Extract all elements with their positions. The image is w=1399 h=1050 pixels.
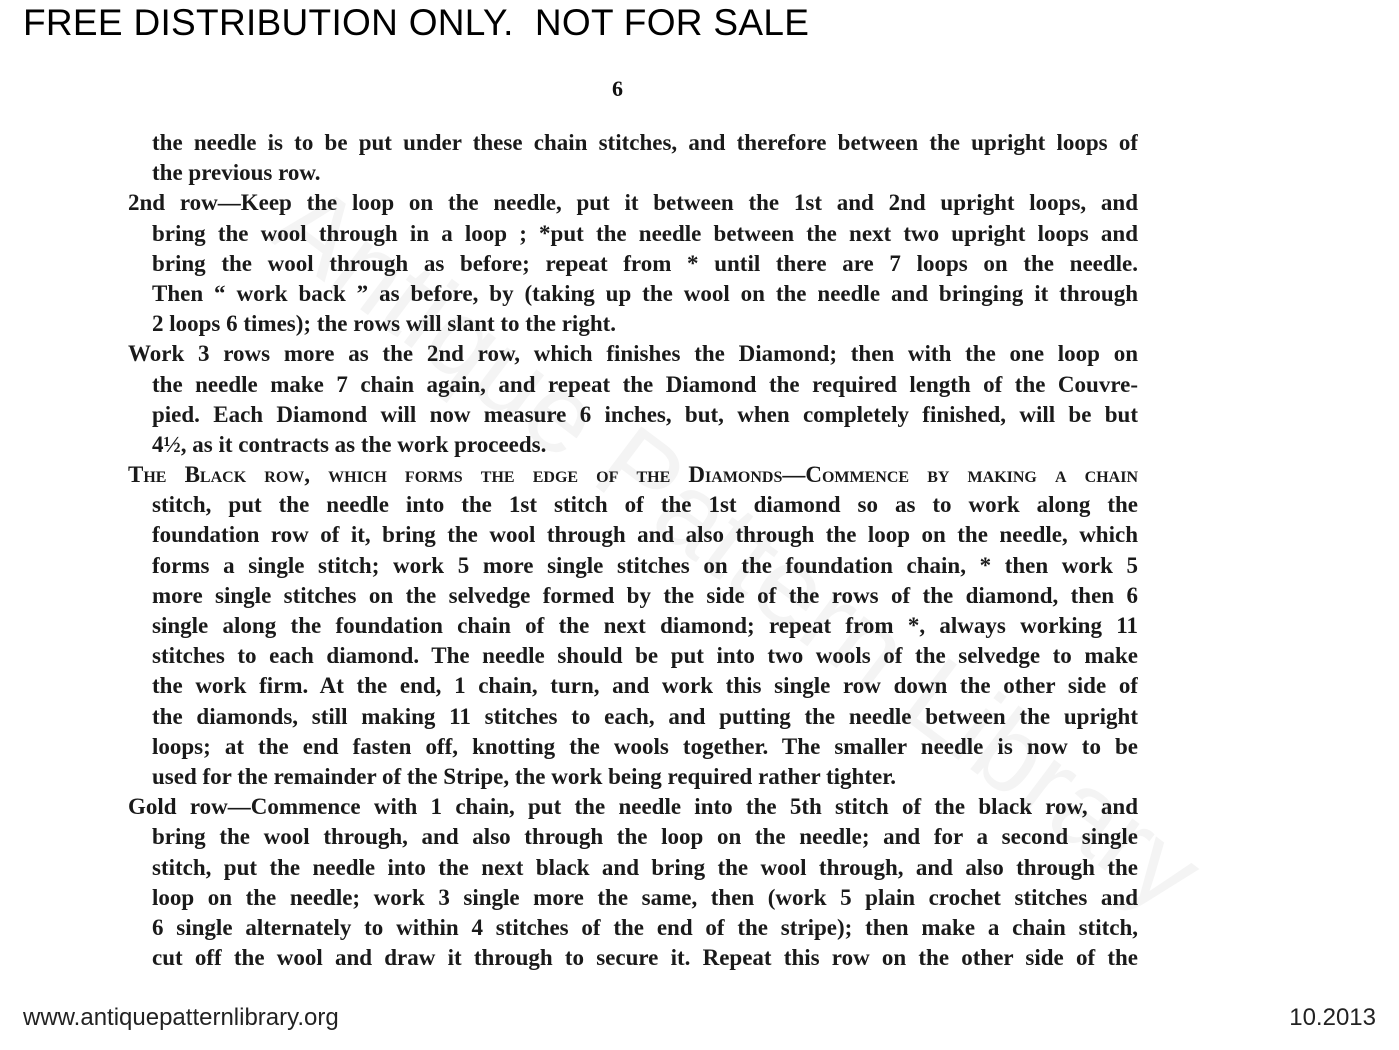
text-line: stitch, put the needle into the 1st stitch of the 1st diamond so as to work along the — [152, 492, 1138, 518]
text-line: stitch, put the needle into the next black and bring the wool through, and also through the — [152, 854, 1138, 880]
text-line: loop on the needle; work 3 single more the same, then (work 5 plain crochet stitches and — [152, 884, 1138, 910]
text-line: Work 3 rows more as the 2nd row, which finishes the Diamond; then with the one loop on — [128, 341, 1138, 367]
text-line: stitches to each diamond. The needle should be put into two wools of the selvedge to make — [152, 643, 1138, 669]
text-line: 6 single alternately to within 4 stitches of the end of the stripe); then make a chain stitch, — [152, 914, 1138, 940]
text-line: 2 loops 6 times); the rows will slant to the right. — [152, 311, 617, 337]
text-line: more single stitches on the selvedge formed by the side of the rows of the diamond, then 6 — [152, 582, 1138, 608]
page-body — [128, 128, 1138, 973]
text-line: cut off the wool and draw it through to secure it. Repeat this row on the other side of the — [152, 945, 1138, 971]
text-line: the needle is to be put under these chain stitches, and therefore between the upright loops of — [152, 130, 1138, 155]
text-line: the diamonds, still making 11 stitches to each, and putting the needle between the upright — [152, 703, 1138, 729]
date-label: 10.2013 — [1289, 1004, 1376, 1031]
text-line: 2nd row—Keep the loop on the needle, put it between the 1st and 2nd upright loops, and — [128, 190, 1138, 216]
text-line: the previous row. — [152, 160, 321, 186]
website-link[interactable]: www.antiquepatternlibrary.org — [23, 1004, 339, 1031]
text-line: Then “ work back ” as before, by (taking up the wool on the needle and bringing it through — [152, 280, 1138, 306]
text-line: loops; at the end fasten off, knotting the wools together. The smaller needle is now to be — [152, 733, 1138, 759]
text-line: foundation row of it, bring the wool through and also through the loop on the needle, which — [152, 522, 1138, 548]
text-line: forms a single stitch; work 5 more single stitches on the foundation chain, * then work 5 — [152, 552, 1138, 578]
text-line: single along the foundation chain of the next diamond; repeat from *, always working 11 — [152, 613, 1138, 638]
page-number: 6 — [612, 76, 623, 101]
text-line: the work firm. At the end, 1 chain, turn, and work this single row down the other side of — [152, 673, 1138, 699]
text-line: used for the remainder of the Stripe, the work being required rather tighter. — [152, 763, 897, 789]
distribution-banner: FREE DISTRIBUTION ONLY. NOT FOR SALE — [23, 2, 810, 43]
text-line: the needle make 7 chain again, and repeat the Diamond the required length of the Couvre- — [152, 371, 1138, 397]
text-line: bring the wool through as before; repeat from * until there are 7 loops on the needle. — [152, 250, 1138, 276]
text-line: 4½, as it contracts as the work proceeds. — [152, 431, 547, 457]
text-line: bring the wool through in a loop ; *put the needle between the next two upright loops and — [152, 220, 1138, 246]
text-line: bring the wool through, and also through the loop on the needle; and for a second single — [152, 824, 1138, 850]
text-line: Gold row—Commence with 1 chain, put the needle into the 5th stitch of the black row, and — [128, 794, 1138, 820]
text-line: pied. Each Diamond will now measure 6 inches, but, when completely finished, will be but — [152, 401, 1138, 427]
text-line: The Black row, which forms the edge of the Diamonds—Commence by making a chain — [128, 462, 1138, 488]
